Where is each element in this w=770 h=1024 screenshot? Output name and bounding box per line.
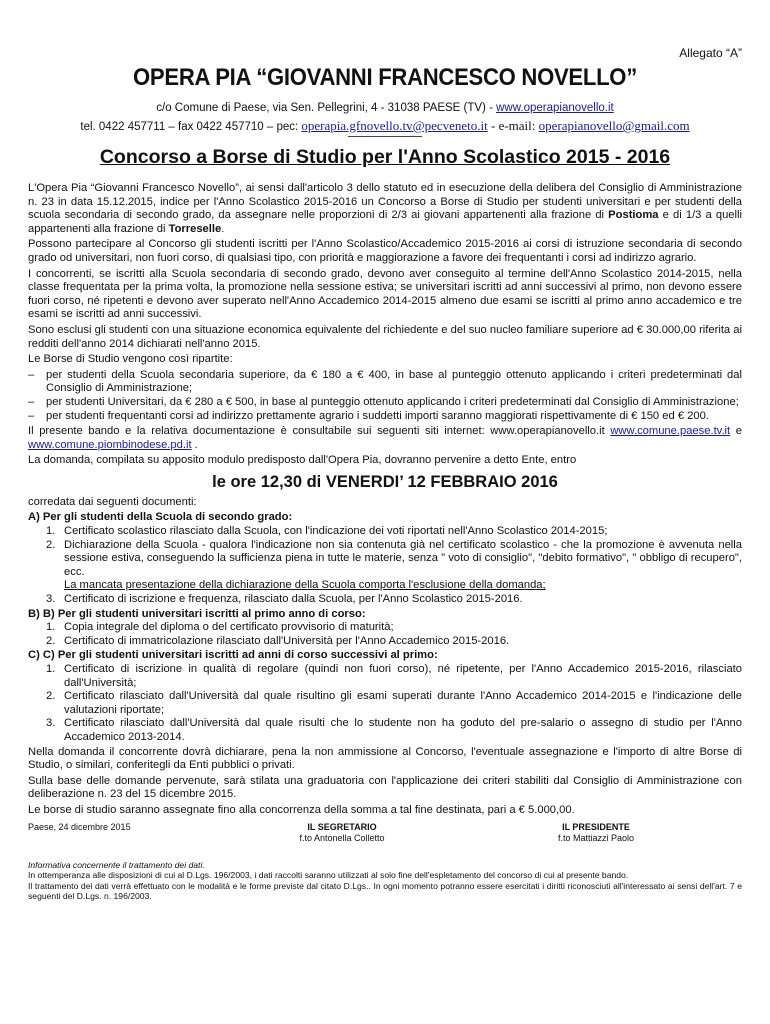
- list-item-text: per studenti della Scuola secondaria superiore, da € 180 a € 400, in base al punteggio ottenuto applicando i criteri predeterminati dal Consiglio di Amministrazione;: [46, 368, 742, 395]
- exclusion-note: La mancata presentazione della dichiarazione della Scuola comporta l'esclusione della domanda;: [64, 579, 546, 592]
- item-number: 1.: [46, 621, 56, 634]
- list-item-text: Certificato di iscrizione in qualità di regolare (quindi non fuori corso), né ripetente, per l'Anno Accademico 2015-2016, rilasciato dall'Università;: [64, 663, 742, 689]
- phone-fax-text: tel. 0422 457711 – fax 0422 457710 – pec:: [80, 121, 302, 133]
- president-name: f.to Mattiazzi Paolo: [557, 832, 635, 843]
- paragraph-distribution: Le Borse di Studio vengono così ripartite:: [28, 353, 233, 366]
- secretary-name: f.to Antonella Colletto: [299, 832, 385, 843]
- item-number: 2.: [46, 634, 56, 647]
- websites-and: e: [730, 425, 742, 438]
- email-label: - e-mail:: [487, 118, 539, 133]
- organization-address: [28, 102, 742, 114]
- document-body: [28, 182, 742, 902]
- list-item: [28, 690, 742, 717]
- item-number: 3.: [46, 717, 56, 730]
- paragraph-submission: La domanda, compilata su apposito modulo predisposto dall'Opera Pia, dovranno pervenire a detto Ente, entro: [28, 454, 577, 467]
- paragraph-requirements: I concorrenti, se iscritti alla Scuola secondaria di secondo grado, devono aver conseguito al termine dell'Anno Scolastico 2014-2015, nella classe frequentata per la prima volta, la promozione nella sessione estiva; se universitari iscritti ad anni successivi al primo, non devono essere fuori corso, né ripetenti e devono aver superato nell'Anno Accademico 2014-2015 almeno due esami se iscritti al primo anno accademico e tre esami se iscritti ad anni successivi.: [28, 267, 742, 321]
- item-number: 1.: [46, 663, 56, 675]
- list-item: [28, 663, 742, 690]
- item-number: 3.: [46, 593, 56, 606]
- email-link[interactable]: operapianovello@gmail.com: [538, 118, 690, 133]
- section-c-heading: C) C) Per gli studenti universitari iscritti ad anni di corso successivi al primo:: [28, 649, 438, 662]
- website-link[interactable]: www.operapianovello.it: [496, 102, 614, 114]
- section-a-list: [28, 525, 742, 607]
- section-b-list: [28, 621, 742, 648]
- paragraph-intro: [28, 182, 742, 236]
- comune-piombino-link[interactable]: www.comune.piombinodese.pd.it: [28, 438, 192, 451]
- pec-link[interactable]: operapia.gfnovello.tv@pecveneto.it: [301, 118, 488, 133]
- comune-paese-link[interactable]: www.comune.paese.tv.it: [610, 425, 731, 438]
- privacy-notice: [28, 860, 742, 902]
- item-number: 2.: [46, 690, 56, 703]
- distribution-list: [28, 369, 742, 423]
- dash-marker: –: [28, 368, 35, 381]
- paragraph-websites: [28, 425, 742, 452]
- dash-marker: –: [28, 409, 35, 422]
- section-b-heading: B) B) Per gli studenti universitari iscritti al primo anno di corso:: [28, 607, 366, 620]
- list-item-text: Dichiarazione della Scuola - qualora l'indicazione non sia contenuta già nel certificato scolastico - che la promozione è avvenuta nella sessione estiva, conseguendo la sufficienza piena in tutte le materie, senza " voto di consiglio", "debito formativo", " obbligo di recupero", ecc.: [64, 538, 742, 578]
- paragraph-eligibility: Possono partecipare al Concorso gli studenti iscritti per l'Anno Scolastico/Accademico 2015-2016 ai corsi di istruzione secondaria di secondo grado od universitari, non fuori corso, di qualsiasi tipo, con priorità e maggiorazione a favore dei frequentanti i corsi ad indirizzo agrario.: [28, 238, 742, 264]
- privacy-line-1: In ottemperanza alle disposizioni di cui al D.Lgs. 196/2003, i dati raccolti saranno utilizzati al solo fine dell'espletamento del concorso di cui al presente bando.: [28, 870, 629, 881]
- secretary-title: IL SEGRETARIO: [307, 821, 377, 832]
- paragraph-documents-intro: corredata dai seguenti documenti:: [28, 495, 197, 508]
- list-item-text: Certificato rilasciato dall'Università dal quale risultino gli esami superati durante l'Anno Accademico 2014-2015 e l'indicazione delle valutazioni riportate;: [64, 690, 742, 716]
- list-item: [28, 593, 742, 607]
- list-item-text: per studenti Universitari, da € 280 a € 500, in base al punteggio ottenuto applicando i criteri predeterminati dal Consiglio di Amministrazione;: [46, 395, 739, 408]
- attachment-label: Allegato “A”: [679, 46, 742, 60]
- item-number: 2.: [46, 538, 56, 551]
- section-c-list: [28, 663, 742, 745]
- paragraph-other-grants: Nella domanda il concorrente dovrà dichiarare, pena la non ammissione al Concorso, l'eventuale assegnazione e l'importo di altre Borse di Studio, o similari, conferitegli da Enti pubblici o privati.: [28, 745, 742, 772]
- privacy-line-2: Il trattamento dei dati verrà effettuato con le modalità e le forme previste dal citato D.Lgs.. In ogni momento potranno essere esercitati i diritti riconosciuti all'interessato ai sensi dell'art. 7 e seguenti del D.Lgs. n. 196/2003.: [28, 880, 742, 902]
- intro-end: .: [221, 222, 225, 235]
- organization-title: OPERA PIA “GIOVANNI FRANCESCO NOVELLO”: [133, 64, 637, 91]
- header-separator: [348, 136, 422, 137]
- paragraph-exclusions: Sono esclusi gli studenti con una situazione economica equivalente del richiedente e del suo nucleo familiare superiore ad € 30.000,00 riferita ai redditi dell'anno 2014 dichiarati nell'anno 2015.: [28, 323, 742, 350]
- president-title: IL PRESIDENTE: [562, 821, 630, 832]
- address-text: c/o Comune di Paese, via Sen. Pellegrini, 4 - 31038 PAESE (TV) -: [156, 102, 497, 114]
- intro-text-2: e di 1/3 a quelli appartenenti alla frazione di: [28, 209, 742, 235]
- signature-block: [28, 822, 742, 848]
- document-title: Concorso a Borse di Studio per l'Anno Scolastico 2015 - 2016: [99, 146, 671, 168]
- list-item: [28, 635, 742, 649]
- section-a-heading: A) Per gli studenti della Scuola di secondo grado:: [28, 511, 293, 524]
- list-item: [28, 525, 742, 539]
- websites-text: Il presente bando e la relativa documentazione è consultabile sui seguenti siti internet: www.operapianovello.it: [28, 425, 611, 438]
- list-item: [28, 369, 742, 396]
- document-date: Paese, 24 dicembre 2015: [28, 821, 131, 832]
- torreselle-bold: Torreselle: [168, 222, 222, 235]
- list-item-text: Certificato di immatricolazione rilasciato dall'Università per l'Anno Accademico 2015-2016.: [64, 634, 510, 647]
- postioma-bold: Postioma: [608, 209, 659, 222]
- intro-text: L'Opera Pia “Giovanni Francesco Novello”, ai sensi dall'articolo 3 dello statuto ed in esecuzione della delibera del Consiglio di Amministrazione n. 23 in data 15.12.2015, indice per l'Anno Scolastico 2015-2016 un Concorso a Borse di Studio per studenti universitari e per studenti della scuola secondaria di secondo grado, da assegnare nelle proporzioni di 2/3 ai giovani appartenenti alla frazione di: [28, 182, 742, 222]
- list-item-text: Certificato rilasciato dall'Università dal quale risulti che lo studente non ha goduto del pre-salario o assegno di studio per l'Anno Accademico 2013-2014.: [64, 717, 742, 743]
- list-item-text: Copia integrale del diploma o del certificato provvisorio di maturità;: [64, 621, 394, 634]
- organization-contacts: [28, 118, 742, 134]
- item-number: 1.: [46, 525, 56, 538]
- deadline-banner: le ore 12,30 di VENERDI’ 12 FEBBRAIO 2016: [212, 472, 558, 491]
- paragraph-ranking: Sulla base delle domande pervenute, sarà stilata una graduatoria con l'applicazione dei criteri stabiliti dal Consiglio di Amministrazione con deliberazione n. 23 del 15 dicembre 2015.: [28, 774, 742, 801]
- secretary-signature: [272, 822, 412, 844]
- president-signature: [526, 822, 666, 844]
- paragraph-total-amount: Le borse di studio saranno assegnate fino alla concorrenza della somma a tal fine destinata, pari a € 5.000,00.: [28, 803, 575, 816]
- list-item-text: Certificato scolastico rilasciato dalla Scuola, con l'indicazione dei voti riportati nell'Anno Scolastico 2014-2015;: [64, 525, 608, 538]
- websites-end: .: [191, 438, 198, 451]
- list-item: [28, 621, 742, 635]
- list-item: [28, 396, 742, 410]
- dash-marker: –: [28, 395, 35, 408]
- list-item-text: per studenti frequentanti corsi ad indirizzo prettamente agrario i suddetti importi saranno maggiorati rispettivamente di € 150 ed € 200.: [46, 409, 709, 422]
- list-item: [28, 539, 742, 593]
- list-item-text: Certificato di iscrizione e frequenza, rilasciato dalla Scuola, per l'Anno Scolastico 2015-2016.: [64, 593, 523, 606]
- list-item: [28, 410, 742, 424]
- privacy-heading: Informativa concernente il trattamento dei dati.: [28, 859, 205, 870]
- list-item: [28, 717, 742, 744]
